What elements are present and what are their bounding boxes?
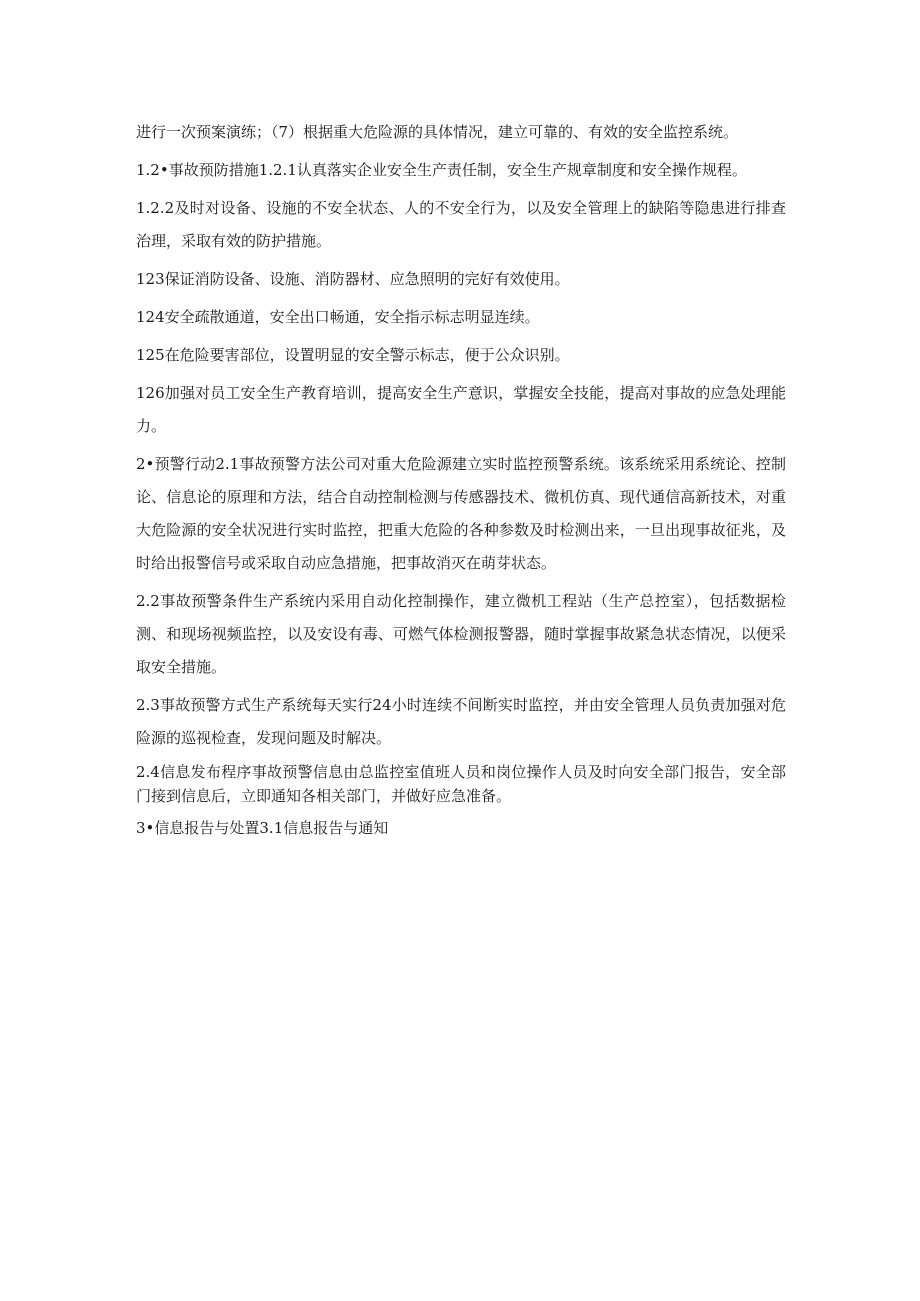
document-body	[136, 116, 786, 848]
paragraph-drill-monitoring: 进行一次预案演练；（7）根据重大危险源的具体情况，建立可靠的、有效的安全监控系统。	[136, 123, 739, 141]
paragraph-123-fire-equipment: 123保证消防设备、设施、消防器材、应急照明的完好有效使用。	[136, 270, 570, 288]
paragraph-126-training: 126加强对员工安全生产教育培训，提高安全生产意识，掌握安全技能，提高对事故的应急处理能力。	[136, 384, 786, 435]
paragraph-1-2-prevention: 1.2•事故预防措施1.2.1认真落实企业安全生产责任制，安全生产规章制度和安全操作规程。	[136, 161, 747, 179]
paragraph-2-warning-action: 2•预警行动2.1事故预警方法公司对重大危险源建立实时监控预警系统。该系统采用系统论、控制论、信息论的原理和方法，结合自动控制检测与传感器技术、微机仿真、现代通信高新技术，对重大危险源的安全状况进行实时监控，把重大危险的各种参数及时检测出来，一旦出现事故征兆，及时给出报警信号或采取自动应急措施，把事故消灭在萌芽状态。	[136, 455, 786, 572]
paragraph-124-evacuation: 124安全疏散通道，安全出口畅通，安全指示标志明显连续。	[136, 308, 540, 326]
paragraph-2-3-warning-mode: 2.3事故预警方式生产系统每天实行24小时连续不间断实时监控，并由安全管理人员负责加强对危险源的巡视检查，发现问题及时解决。	[136, 696, 786, 747]
paragraph-2-2-warning-conditions: 2.2事故预警条件生产系统内采用自动化控制操作，建立微机工程站（生产总控室），包括数据检测、和现场视频监控，以及安设有毒、可燃气体检测报警器，随时掌握事故紧急状态情况，以便采取安全措施。	[136, 592, 786, 676]
paragraph-2-4-release-procedure: 2.4信息发布程序事故预警信息由总监控室值班人员和岗位操作人员及时向安全部门报告，安全部门接到信息后，立即通知各相关部门，并做好应急准备。	[136, 763, 786, 805]
paragraph-1-2-2-hazards: 1.2.2及时对设备、设施的不安全状态、人的不安全行为，以及安全管理上的缺陷等隐患进行排查治理，采取有效的防护措施。	[136, 199, 786, 250]
paragraph-125-warning-signs: 125在危险要害部位，设置明显的安全警示标志，便于公众识别。	[136, 346, 570, 364]
paragraph-3-reporting: 3•信息报告与处置3.1信息报告与通知	[136, 819, 389, 837]
